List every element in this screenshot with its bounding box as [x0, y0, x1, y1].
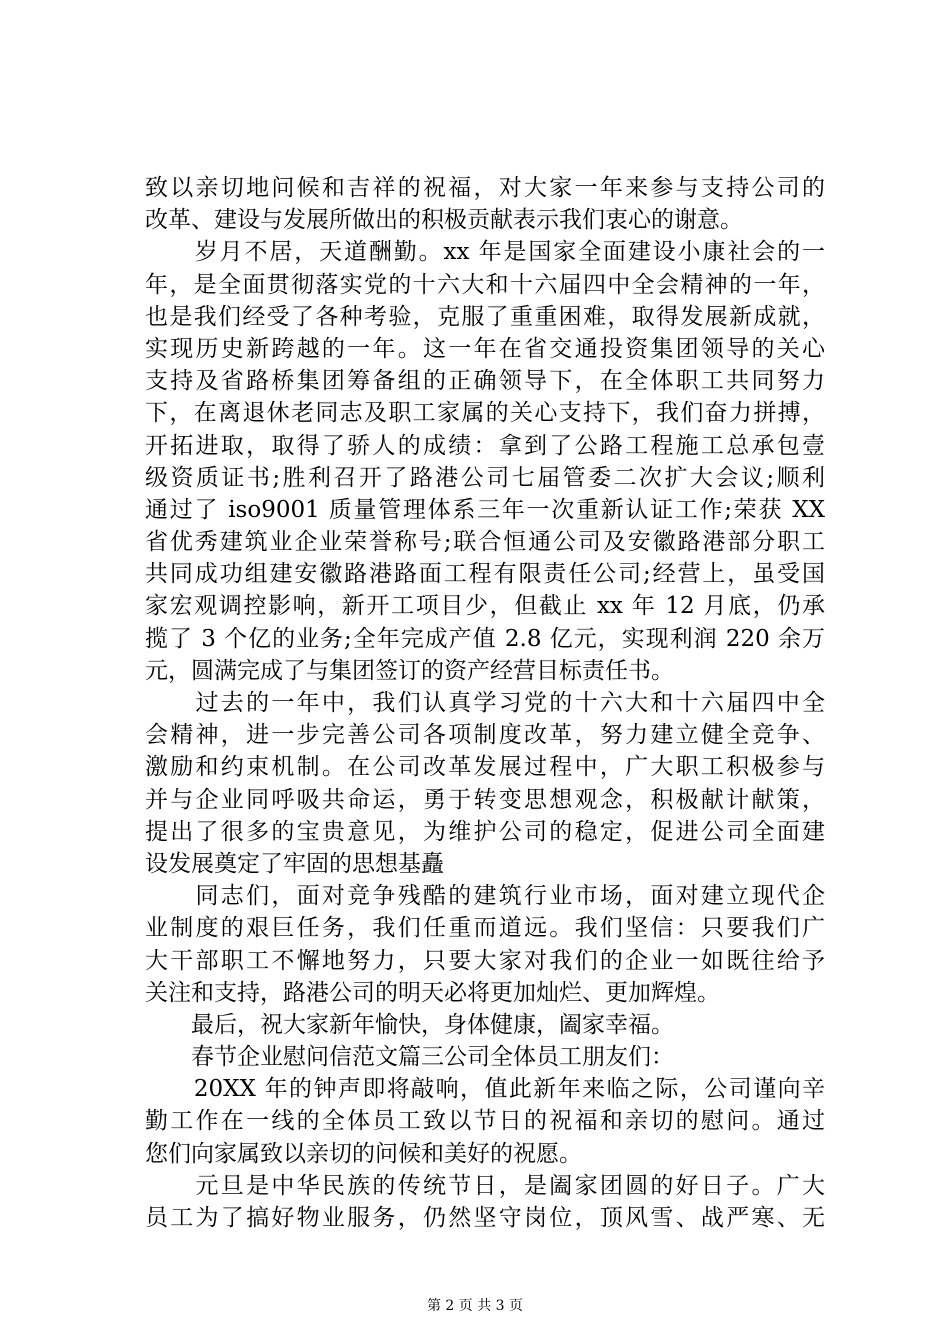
text-line: 年，是全面贯彻落实党的十六大和十六届四中全会精神的一年，	[145, 271, 825, 298]
text-line: 开拓进取，取得了骄人的成绩：拿到了公路工程施工总承包壹	[145, 432, 825, 459]
text-line: 元，圆满完成了与集团签订的资产经营目标责任书。	[145, 657, 674, 684]
text-line: 同志们，面对竞争残酷的建筑行业市场，面对建立现代企	[145, 883, 825, 910]
text-line: 设发展奠定了牢固的思想基矗	[145, 850, 444, 877]
text-line: 业制度的艰巨任务，我们任重而道远。我们坚信：只要我们广	[145, 915, 825, 942]
text-line: 春节企业慰问信范文篇三公司全体员工朋友们：	[145, 1044, 674, 1071]
text-line: 并与企业同呼吸共命运，勇于转变思想观念，积极献计献策，	[145, 786, 825, 813]
page-footer: 第 2 页 共 3 页	[426, 1298, 524, 1314]
text-line: 会精神，进一步完善公司各项制度改革，努力建立健全竞争、	[145, 722, 825, 749]
text-line: 省优秀建筑业企业荣誉称号;联合恒通公司及安徽路港部分职工	[145, 529, 825, 556]
text-line: 激励和约束机制。在公司改革发展过程中，广大职工积极参与	[145, 754, 825, 781]
text-line: 家宏观调控影响，新开工项目少，但截止 xx 年 12 月底，仍承	[145, 593, 826, 620]
text-line: 也是我们经受了各种考验，克服了重重困难，取得发展新成就，	[145, 303, 825, 330]
text-line: 大干部职工不懈地努力，只要大家对我们的企业一如既往给予	[145, 947, 825, 974]
text-line: 实现历史新跨越的一年。这一年在省交通投资集团领导的关心	[145, 335, 825, 362]
text-line: 员工为了搞好物业服务，仍然坚守岗位，顶风雪、战严寒、无	[145, 1205, 825, 1231]
text-line: 改革、建设与发展所做出的积极贡献表示我们衷心的谢意。	[145, 207, 743, 234]
text-line: 20XX 年的钟声即将敲响，值此新年来临之际，公司谨向辛	[145, 1076, 825, 1103]
text-line: 支持及省路桥集团筹备组的正确领导下，在全体职工共同努力	[145, 368, 825, 395]
text-line: 最后，祝大家新年愉快，身体健康，阖家幸福。	[145, 1011, 674, 1038]
text-line: 共同成功组建安徽路港路面工程有限责任公司;经营上，虽受国	[145, 561, 825, 588]
text-line: 元旦是中华民族的传统节日，是阖家团圆的好日子。广大	[145, 1172, 825, 1199]
text-line: 下，在离退休老同志及职工家属的关心支持下，我们奋力拼搏，	[145, 400, 825, 427]
text-line: 提出了很多的宝贵意见，为维护公司的稳定，促进公司全面建	[145, 818, 825, 845]
text-line: 致以亲切地问候和吉祥的祝福，对大家一年来参与支持公司的	[145, 175, 825, 201]
text-line: 岁月不居，天道酬勤。xx 年是国家全面建设小康社会的一	[145, 239, 825, 266]
text-line: 关注和支持，路港公司的明天必将更加灿烂、更加辉煌。	[145, 979, 720, 1006]
text-line: 您们向家属致以亲切的问候和美好的祝愿。	[145, 1140, 582, 1167]
text-line: 通过了 iso9001 质量管理体系三年一次重新认证工作;荣获 XX	[145, 496, 825, 523]
text-line: 过去的一年中，我们认真学习党的十六大和十六届四中全	[145, 690, 825, 716]
text-line: 勤工作在一线的全体员工致以节日的祝福和亲切的慰问。通过	[145, 1108, 825, 1135]
text-line: 级资质证书;胜利召开了路港公司七届管委二次扩大会议;顺利	[145, 464, 825, 491]
text-line: 揽了 3 个亿的业务;全年完成产值 2.8 亿元，实现利润 220 余万	[145, 625, 825, 652]
document-body	[145, 172, 825, 1234]
